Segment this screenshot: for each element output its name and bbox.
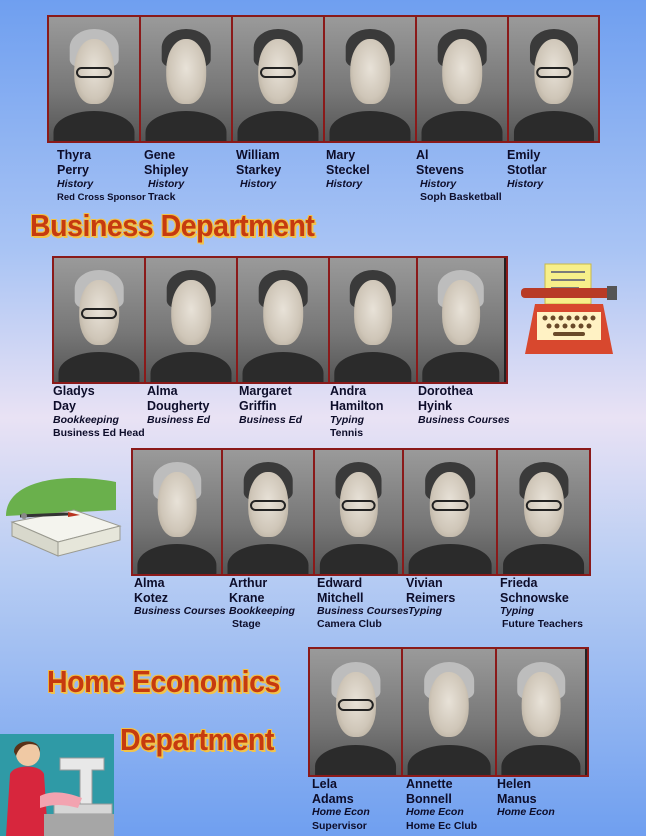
portrait-photo <box>233 17 325 141</box>
first-name: Annette <box>406 777 453 791</box>
portrait-photo <box>497 649 585 775</box>
activity: Soph Basketball <box>420 191 502 203</box>
last-name: Krane <box>229 591 265 605</box>
first-name: Lela <box>312 777 338 791</box>
photo-row-history <box>47 15 600 143</box>
subject: History <box>420 178 457 190</box>
portrait-photo <box>49 17 141 141</box>
first-name: Al <box>416 148 429 162</box>
portrait-photo <box>404 450 498 574</box>
first-name: Andra <box>330 384 367 398</box>
first-name: Frieda <box>500 576 538 590</box>
activity: Supervisor <box>312 820 367 832</box>
subject: Typing <box>408 605 443 617</box>
activity: Home Ec Club <box>406 820 478 832</box>
portrait-photo <box>315 450 404 574</box>
portrait-photo <box>418 258 504 382</box>
portrait-photo <box>310 649 403 775</box>
portrait-photo <box>498 450 589 574</box>
business-department-heading: Business Department <box>30 208 315 243</box>
photo-row-business-1 <box>52 256 508 384</box>
subject: Business Courses <box>134 605 226 617</box>
first-name: Arthur <box>229 576 268 590</box>
first-name: Edward <box>317 576 363 590</box>
last-name: Steckel <box>326 163 370 177</box>
first-name: Margaret <box>239 384 292 398</box>
last-name: Kotez <box>134 591 169 605</box>
portrait-photo <box>133 450 223 574</box>
pen-and-book-icon <box>4 470 122 562</box>
photo-row-home-economics <box>308 647 589 777</box>
last-name: Manus <box>497 792 537 806</box>
first-name: Gladys <box>53 384 95 398</box>
subject: History <box>148 178 185 190</box>
portrait-photo <box>325 17 417 141</box>
last-name: Hamilton <box>330 399 384 413</box>
activity: Track <box>148 191 176 203</box>
first-name: Thyra <box>57 148 92 162</box>
last-name: Schnowske <box>500 591 569 605</box>
first-name: Vivian <box>406 576 443 590</box>
subject: Business Ed <box>239 414 303 426</box>
subject: Typing <box>330 414 365 426</box>
last-name: Hyink <box>418 399 453 413</box>
portrait-photo <box>141 17 233 141</box>
subject: Business Courses <box>317 605 409 617</box>
subject: Home Econ <box>312 806 370 818</box>
subject: Home Econ <box>406 806 464 818</box>
first-name: Mary <box>326 148 356 162</box>
last-name: Stevens <box>416 163 464 177</box>
portrait-photo <box>509 17 598 141</box>
department-heading: Department <box>120 722 274 757</box>
first-name: Gene <box>144 148 176 162</box>
home-economics-heading: Home Economics <box>47 664 280 699</box>
portrait-photo <box>403 649 497 775</box>
first-name: Alma <box>134 576 165 590</box>
subject: Business Ed <box>147 414 211 426</box>
activity: Tennis <box>330 427 364 439</box>
subject: History <box>326 178 363 190</box>
portrait-photo <box>330 258 418 382</box>
typewriter-icon <box>519 260 619 360</box>
subject: History <box>240 178 277 190</box>
first-name: Dorothea <box>418 384 473 398</box>
last-name: Adams <box>312 792 354 806</box>
first-name: Helen <box>497 777 532 791</box>
last-name: Reimers <box>406 591 456 605</box>
portrait-photo <box>238 258 330 382</box>
portrait-photo <box>417 17 509 141</box>
subject: Bookkeeping <box>229 605 295 617</box>
last-name: Dougherty <box>147 399 210 413</box>
last-name: Day <box>53 399 76 413</box>
last-name: Stotlar <box>507 163 547 177</box>
activity: Business Ed Head <box>53 427 145 439</box>
subject: History <box>57 178 94 190</box>
last-name: Perry <box>57 163 89 177</box>
last-name: Bonnell <box>406 792 452 806</box>
last-name: Starkey <box>236 163 282 177</box>
portrait-photo <box>54 258 146 382</box>
last-name: Mitchell <box>317 591 364 605</box>
portrait-photo <box>146 258 238 382</box>
first-name: Alma <box>147 384 178 398</box>
subject: Business Courses <box>418 414 510 426</box>
activity: Camera Club <box>317 618 382 630</box>
photo-row-business-2 <box>131 448 591 576</box>
activity: Red Cross Sponsor <box>57 192 146 203</box>
sewing-machine-icon <box>0 734 114 836</box>
first-name: William <box>236 148 280 162</box>
last-name: Shipley <box>144 163 189 177</box>
subject: Typing <box>500 605 535 617</box>
portrait-photo <box>223 450 315 574</box>
activity: Stage <box>232 618 261 630</box>
subject: Home Econ <box>497 806 555 818</box>
last-name: Griffin <box>239 399 277 413</box>
activity: Future Teachers <box>502 618 583 630</box>
first-name: Emily <box>507 148 541 162</box>
subject: Bookkeeping <box>53 414 119 426</box>
subject: History <box>507 178 544 190</box>
